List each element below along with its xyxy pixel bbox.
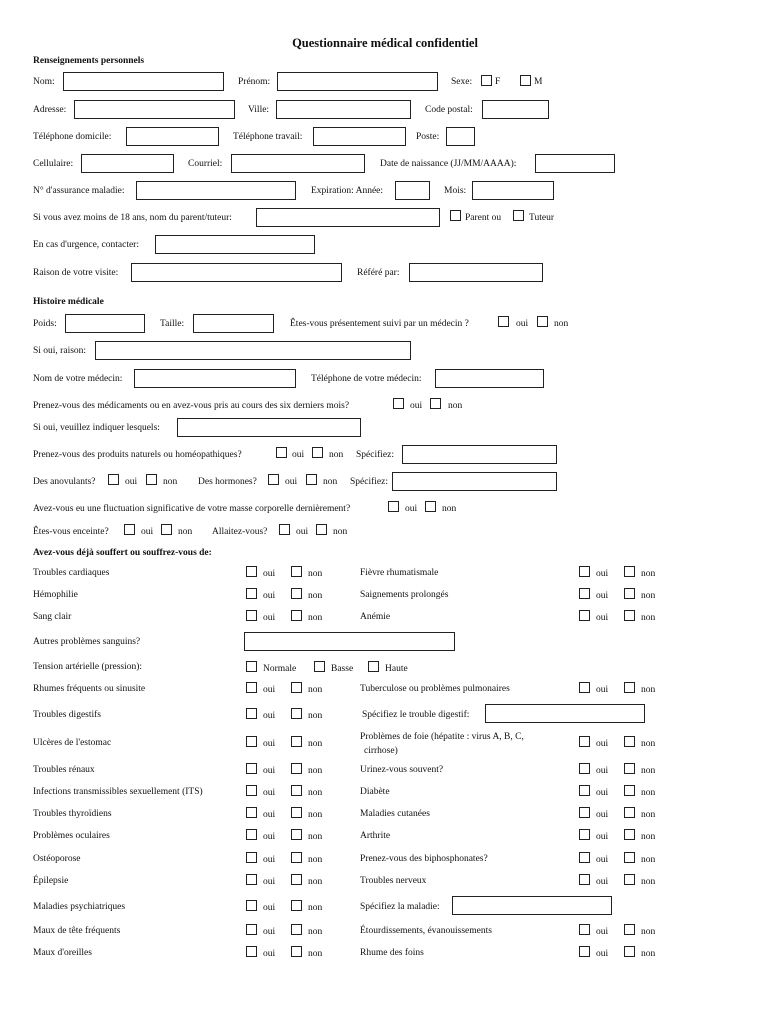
oui-checkbox[interactable] — [579, 946, 590, 957]
label-non: non — [448, 401, 463, 411]
label-oui: oui — [263, 810, 276, 820]
prenom-field[interactable] — [277, 72, 438, 91]
label-oui: oui — [263, 685, 276, 695]
non-checkbox[interactable] — [624, 874, 635, 885]
label-oui: oui — [285, 477, 298, 487]
label-non: non — [641, 766, 656, 776]
label-si-oui-raison: Si oui, raison: — [33, 346, 87, 356]
tel-travail-field[interactable] — [313, 127, 406, 146]
oui-checkbox[interactable] — [246, 946, 257, 957]
label-non: non — [308, 739, 323, 749]
non-checkbox[interactable] — [291, 874, 302, 885]
label-specifiez: Spécifiez: — [350, 477, 388, 487]
label-anovulants: Des anovulants? — [33, 477, 96, 487]
label-oui: oui — [263, 877, 276, 887]
non-checkbox[interactable] — [291, 852, 302, 863]
condition-label: Rhume des foins — [360, 948, 424, 958]
oui-checkbox[interactable] — [246, 924, 257, 935]
hormones-oui-checkbox[interactable] — [268, 474, 279, 485]
label-suivi: Êtes-vous présentement suivi par un médecin ? — [290, 319, 469, 329]
label-non: non — [641, 855, 656, 865]
poste-field[interactable] — [446, 127, 475, 146]
code-postal-field[interactable] — [482, 100, 549, 119]
label-non: non — [641, 591, 656, 601]
label-nom: Nom: — [33, 77, 55, 87]
label-code-postal: Code postal: — [425, 105, 473, 115]
label-non: non — [163, 477, 178, 487]
condition-label: Hémophilie — [33, 590, 78, 600]
condition-label: Spécifiez la maladie: — [360, 902, 440, 912]
tension-basse-checkbox[interactable] — [314, 661, 325, 672]
non-checkbox[interactable] — [624, 588, 635, 599]
label-allaitez: Allaitez-vous? — [212, 527, 268, 537]
condition-label: Rhumes fréquents ou sinusite — [33, 684, 146, 694]
oui-checkbox[interactable] — [246, 708, 257, 719]
label-courriel: Courriel: — [188, 159, 223, 169]
condition-label: Sang clair — [33, 612, 72, 622]
condition-label: cirrhose) — [364, 746, 398, 756]
label-oui: oui — [125, 477, 138, 487]
label-oui: oui — [263, 903, 276, 913]
sexe-f-checkbox[interactable] — [481, 75, 492, 86]
label-oui: oui — [596, 855, 609, 865]
oui-checkbox[interactable] — [246, 763, 257, 774]
label-oui: oui — [596, 949, 609, 959]
sexe-m-checkbox[interactable] — [520, 75, 531, 86]
label-mois: Mois: — [444, 186, 467, 196]
label-non: non — [641, 877, 656, 887]
oui-checkbox[interactable] — [579, 874, 590, 885]
section-history: Histoire médicale — [33, 297, 104, 307]
label-oui: oui — [405, 504, 418, 514]
suivi-non-checkbox[interactable] — [537, 316, 548, 327]
non-checkbox[interactable] — [291, 682, 302, 693]
non-checkbox[interactable] — [291, 610, 302, 621]
allaitez-non-checkbox[interactable] — [316, 524, 327, 535]
expiration-mois-field[interactable] — [472, 181, 554, 200]
label-lesquels: Si oui, veuillez indiquer lesquels: — [33, 423, 160, 433]
label-parent-ou: Parent ou — [465, 213, 502, 223]
condition-label: Prenez-vous des biphosphonates? — [360, 854, 488, 864]
label-non: non — [308, 613, 323, 623]
label-non: non — [442, 504, 457, 514]
oui-checkbox[interactable] — [246, 829, 257, 840]
label-non: non — [641, 569, 656, 579]
oui-checkbox[interactable] — [579, 829, 590, 840]
page-title: Questionnaire médical confidentiel — [292, 36, 478, 50]
tel-domicile-field[interactable] — [126, 127, 219, 146]
label-non: non — [308, 927, 323, 937]
oui-checkbox[interactable] — [579, 785, 590, 796]
label-oui: oui — [263, 927, 276, 937]
lesquels-field[interactable] — [177, 418, 361, 437]
label-oui: oui — [596, 591, 609, 601]
label-oui: oui — [263, 788, 276, 798]
condition-label: Maladies psychiatriques — [33, 902, 126, 912]
oui-checkbox[interactable] — [246, 736, 257, 747]
condition-label: Ostéoporose — [33, 854, 81, 864]
label-oui: oui — [263, 739, 276, 749]
tel-medecin-field[interactable] — [435, 369, 544, 388]
label-non: non — [308, 855, 323, 865]
label-non: non — [308, 788, 323, 798]
condition-label: Ulcères de l'estomac — [33, 738, 112, 748]
oui-checkbox[interactable] — [579, 763, 590, 774]
label-oui: oui — [596, 613, 609, 623]
poids-field[interactable] — [65, 314, 145, 333]
tension-normale-checkbox[interactable] — [246, 661, 257, 672]
oui-checkbox[interactable] — [246, 852, 257, 863]
label-oui: oui — [263, 711, 276, 721]
non-checkbox[interactable] — [291, 588, 302, 599]
label-cellulaire: Cellulaire: — [33, 159, 74, 169]
condition-label: Diabète — [360, 787, 390, 797]
condition-label: Épilepsie — [33, 876, 69, 886]
label-enceinte: Êtes-vous enceinte? — [33, 527, 109, 537]
parent-checkbox[interactable] — [450, 210, 461, 221]
label-oui: oui — [596, 569, 609, 579]
label-adresse: Adresse: — [33, 105, 67, 115]
courriel-field[interactable] — [231, 154, 365, 173]
label-tel-dom: Téléphone domicile: — [33, 132, 112, 142]
label-oui: oui — [596, 810, 609, 820]
oui-checkbox[interactable] — [246, 588, 257, 599]
label-oui: oui — [410, 401, 423, 411]
label-non: non — [308, 877, 323, 887]
non-checkbox[interactable] — [624, 736, 635, 747]
condition-label: Maladies cutanées — [360, 809, 430, 819]
label-raison: Raison de votre visite: — [33, 268, 119, 278]
label-sexe: Sexe: — [451, 77, 473, 87]
label-poste: Poste: — [416, 132, 440, 142]
label-non: non — [308, 766, 323, 776]
condition-label: Problèmes de foie (hépatite : virus A, B, C, — [360, 732, 524, 742]
label-haute: Haute — [385, 664, 408, 674]
non-checkbox[interactable] — [624, 829, 635, 840]
non-checkbox[interactable] — [624, 946, 635, 957]
condition-label: Troubles rénaux — [33, 765, 95, 775]
tension-haute-checkbox[interactable] — [368, 661, 379, 672]
oui-checkbox[interactable] — [246, 610, 257, 621]
label-non: non — [641, 927, 656, 937]
oui-checkbox[interactable] — [579, 852, 590, 863]
label-expiration: Expiration: Année: — [311, 186, 384, 196]
condition-label: Tuberculose ou problèmes pulmonaires — [360, 684, 510, 694]
non-checkbox[interactable] — [624, 566, 635, 577]
non-checkbox[interactable] — [291, 807, 302, 818]
label-non: non — [641, 739, 656, 749]
hormones-specifiez-field[interactable] — [392, 472, 557, 491]
label-naissance: Date de naissance (JJ/MM/AAAA): — [380, 159, 517, 169]
label-non: non — [308, 569, 323, 579]
assurance-field[interactable] — [136, 181, 296, 200]
label-oui: oui — [141, 527, 154, 537]
label-urgence: En cas d'urgence, contacter: — [33, 240, 139, 250]
label-medicaments: Prenez-vous des médicaments ou en avez-vous pris au cours des six derniers mois? — [33, 401, 350, 411]
label-specifiez: Spécifiez: — [356, 450, 394, 460]
non-checkbox[interactable] — [291, 566, 302, 577]
nom-medecin-field[interactable] — [134, 369, 296, 388]
non-checkbox[interactable] — [624, 852, 635, 863]
label-oui: oui — [296, 527, 309, 537]
label-oui: oui — [596, 739, 609, 749]
medicaments-oui-checkbox[interactable] — [393, 398, 404, 409]
label-non: non — [308, 591, 323, 601]
label-poids: Poids: — [33, 319, 57, 329]
label-basse: Basse — [331, 664, 354, 674]
label-non: non — [178, 527, 193, 537]
condition-label: Anémie — [360, 612, 391, 622]
condition-label: Fièvre rhumatismale — [360, 568, 439, 578]
ville-field[interactable] — [276, 100, 411, 119]
maladie-specifiez-field[interactable] — [452, 896, 612, 915]
label-ville: Ville: — [248, 105, 270, 115]
label-oui: oui — [263, 766, 276, 776]
label-oui: oui — [263, 613, 276, 623]
label-oui: oui — [596, 877, 609, 887]
non-checkbox[interactable] — [291, 946, 302, 957]
section-conditions: Avez-vous déjà souffert ou souffrez-vous de: — [33, 548, 212, 558]
oui-checkbox[interactable] — [246, 566, 257, 577]
trouble-digestif-field[interactable] — [485, 704, 645, 723]
oui-checkbox[interactable] — [579, 807, 590, 818]
non-checkbox[interactable] — [624, 610, 635, 621]
label-non: non — [333, 527, 348, 537]
nom-field[interactable] — [63, 72, 224, 91]
label-non: non — [308, 949, 323, 959]
suivi-oui-checkbox[interactable] — [498, 316, 509, 327]
label-oui: oui — [596, 788, 609, 798]
label-oui: oui — [596, 685, 609, 695]
non-checkbox[interactable] — [624, 682, 635, 693]
label-non: non — [329, 450, 344, 460]
label-hormones: Des hormones? — [198, 477, 257, 487]
hormones-non-checkbox[interactable] — [306, 474, 317, 485]
oui-checkbox[interactable] — [246, 900, 257, 911]
section-personal: Renseignements personnels — [33, 56, 145, 66]
parent-tuteur-field[interactable] — [256, 208, 440, 227]
oui-checkbox[interactable] — [579, 736, 590, 747]
condition-label: Saignements prolongés — [360, 590, 449, 600]
naturels-specifiez-field[interactable] — [402, 445, 557, 464]
non-checkbox[interactable] — [291, 785, 302, 796]
condition-label: Problèmes oculaires — [33, 831, 110, 841]
label-oui: oui — [263, 569, 276, 579]
oui-checkbox[interactable] — [579, 610, 590, 621]
naturels-non-checkbox[interactable] — [312, 447, 323, 458]
label-oui: oui — [516, 319, 529, 329]
oui-checkbox[interactable] — [246, 874, 257, 885]
label-non: non — [641, 788, 656, 798]
label-non: non — [308, 711, 323, 721]
condition-label: Troubles cardiaques — [33, 568, 110, 578]
label-non: non — [308, 810, 323, 820]
label-oui: oui — [596, 766, 609, 776]
oui-checkbox[interactable] — [246, 682, 257, 693]
label-non: non — [641, 832, 656, 842]
oui-checkbox[interactable] — [579, 682, 590, 693]
condition-label: Troubles thyroïdiens — [33, 809, 112, 819]
label-non: non — [308, 685, 323, 695]
condition-label: Troubles digestifs — [33, 710, 102, 720]
enceinte-non-checkbox[interactable] — [161, 524, 172, 535]
condition-label: Urinez-vous souvent? — [360, 765, 444, 775]
condition-label: Troubles nerveux — [360, 876, 427, 886]
label-oui: oui — [596, 927, 609, 937]
non-checkbox[interactable] — [291, 736, 302, 747]
non-checkbox[interactable] — [291, 900, 302, 911]
label-oui: oui — [263, 591, 276, 601]
label-oui: oui — [263, 832, 276, 842]
label-prenom: Prénom: — [238, 77, 271, 87]
label-f: F — [495, 77, 501, 87]
non-checkbox[interactable] — [624, 807, 635, 818]
label-non: non — [308, 832, 323, 842]
condition-label: Infections transmissibles sexuellement (ITS) — [33, 787, 203, 797]
expiration-annee-field[interactable] — [395, 181, 430, 200]
taille-field[interactable] — [193, 314, 274, 333]
enceinte-oui-checkbox[interactable] — [124, 524, 135, 535]
label-tel-medecin: Téléphone de votre médecin: — [311, 374, 422, 384]
masse-non-checkbox[interactable] — [425, 501, 436, 512]
refere-field[interactable] — [409, 263, 543, 282]
label-non: non — [641, 949, 656, 959]
label-oui: oui — [292, 450, 305, 460]
condition-label: Tension artérielle (pression): — [33, 662, 143, 672]
label-m: M — [534, 77, 543, 87]
label-tel-travail: Téléphone travail: — [233, 132, 303, 142]
label-non: non — [641, 685, 656, 695]
non-checkbox[interactable] — [624, 763, 635, 774]
tuteur-checkbox[interactable] — [513, 210, 524, 221]
label-oui: oui — [263, 949, 276, 959]
non-checkbox[interactable] — [291, 829, 302, 840]
label-taille: Taille: — [160, 319, 185, 329]
oui-checkbox[interactable] — [579, 588, 590, 599]
label-non: non — [308, 903, 323, 913]
label-oui: oui — [263, 855, 276, 865]
label-non: non — [554, 319, 569, 329]
label-tuteur: Tuteur — [529, 213, 554, 223]
non-checkbox[interactable] — [291, 708, 302, 719]
oui-checkbox[interactable] — [246, 807, 257, 818]
allaitez-oui-checkbox[interactable] — [279, 524, 290, 535]
label-normale: Normale — [263, 664, 297, 674]
condition-label: Maux de tête fréquents — [33, 926, 121, 936]
non-checkbox[interactable] — [291, 924, 302, 935]
masse-oui-checkbox[interactable] — [388, 501, 399, 512]
label-moins18: Si vous avez moins de 18 ans, nom du parent/tuteur: — [33, 213, 232, 223]
label-non: non — [641, 613, 656, 623]
label-non: non — [641, 810, 656, 820]
adresse-field[interactable] — [74, 100, 235, 119]
naturels-oui-checkbox[interactable] — [276, 447, 287, 458]
label-oui: oui — [596, 832, 609, 842]
si-oui-raison-field[interactable] — [95, 341, 411, 360]
autres-problemes-field[interactable] — [244, 632, 455, 651]
condition-label: Autres problèmes sanguins? — [33, 637, 141, 647]
label-nom-medecin: Nom de votre médecin: — [33, 374, 123, 384]
anovulants-oui-checkbox[interactable] — [108, 474, 119, 485]
cellulaire-field[interactable] — [81, 154, 174, 173]
label-assurance: N° d'assurance maladie: — [33, 186, 125, 196]
label-non: non — [323, 477, 338, 487]
label-naturels: Prenez-vous des produits naturels ou homéopathiques? — [33, 450, 242, 460]
label-masse: Avez-vous eu une fluctuation significative de votre masse corporelle dernièrement? — [33, 504, 351, 514]
medicaments-non-checkbox[interactable] — [430, 398, 441, 409]
anovulants-non-checkbox[interactable] — [146, 474, 157, 485]
urgence-field[interactable] — [155, 235, 315, 254]
label-refere: Référé par: — [357, 268, 400, 278]
oui-checkbox[interactable] — [579, 566, 590, 577]
non-checkbox[interactable] — [624, 785, 635, 796]
oui-checkbox[interactable] — [246, 785, 257, 796]
naissance-field[interactable] — [535, 154, 615, 173]
condition-label: Arthrite — [360, 831, 391, 841]
non-checkbox[interactable] — [291, 763, 302, 774]
raison-visite-field[interactable] — [131, 263, 342, 282]
condition-label: Étourdissements, évanouissements — [360, 926, 492, 936]
condition-label: Maux d'oreilles — [33, 948, 92, 958]
oui-checkbox[interactable] — [579, 924, 590, 935]
condition-label: Spécifiez le trouble digestif: — [362, 710, 470, 720]
non-checkbox[interactable] — [624, 924, 635, 935]
